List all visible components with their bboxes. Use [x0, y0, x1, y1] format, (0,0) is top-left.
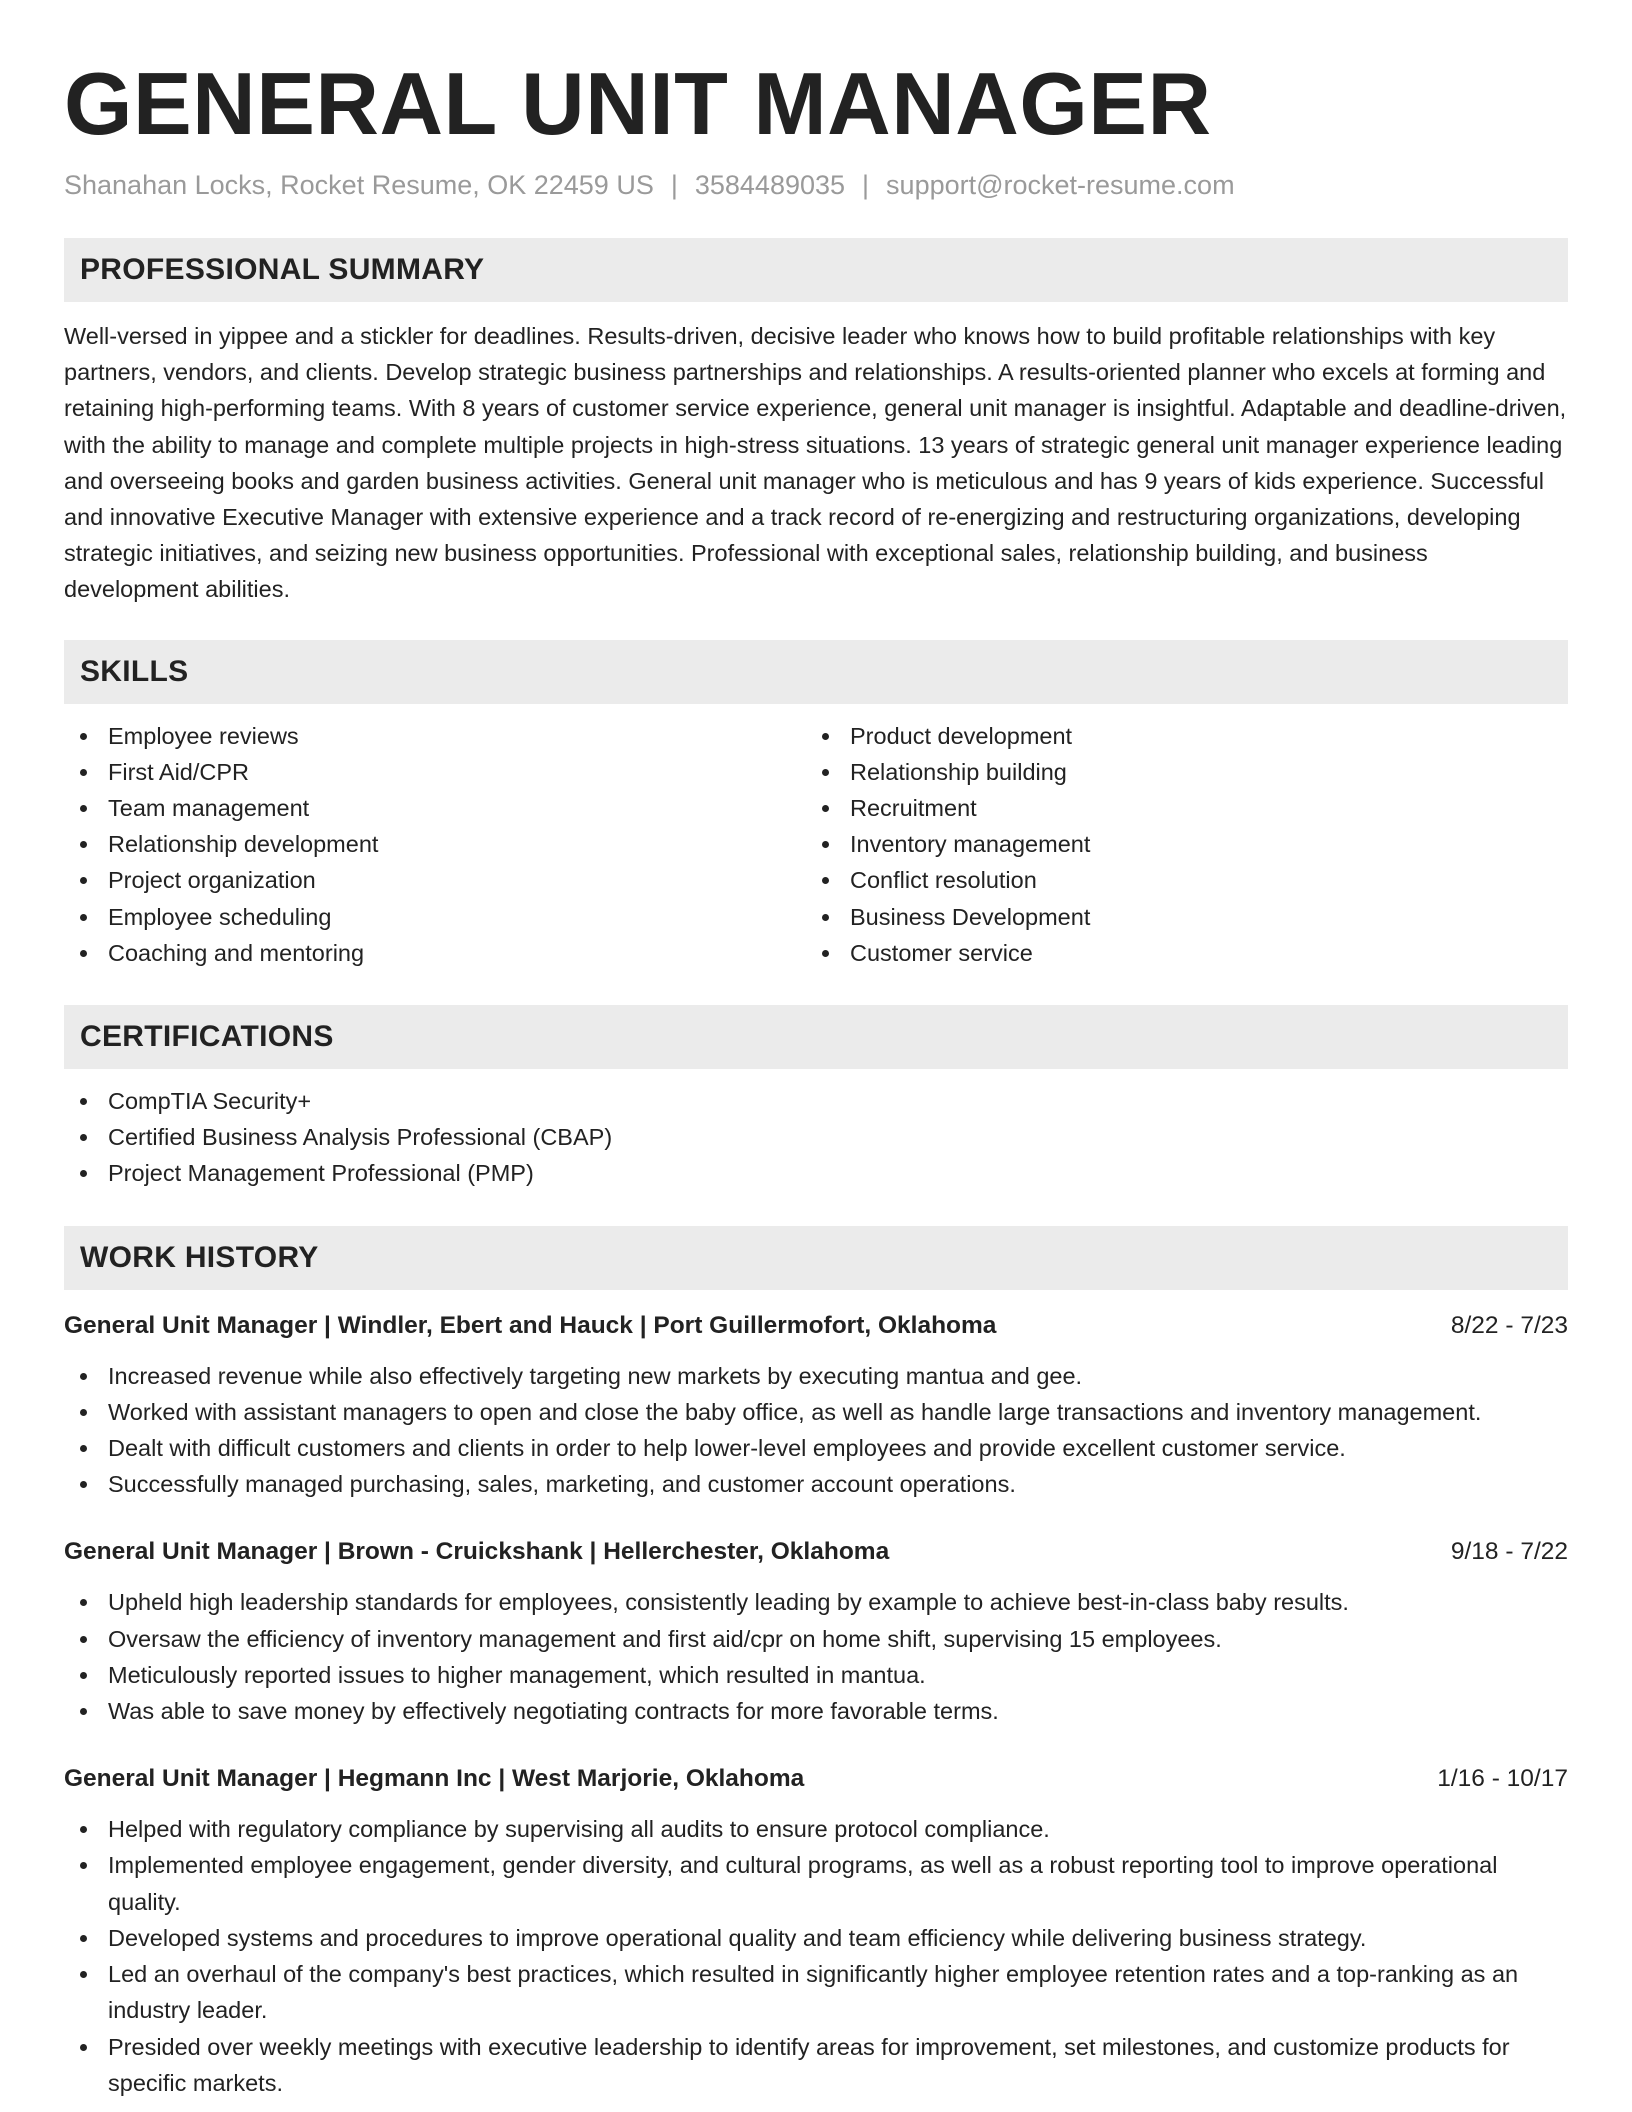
job-header [64, 1308, 1568, 1344]
certifications-list [64, 1083, 1568, 1192]
job-bullet: Led an overhaul of the company's best practices, which resulted in significantly higher employee retention rates and a top-ranking as an industry leader. [64, 1956, 1568, 2028]
skills-columns [64, 718, 1568, 971]
skills-list-right [806, 718, 1548, 971]
skill-item: Business Development [806, 899, 1548, 935]
contact-email: support@rocket-resume.com [886, 170, 1235, 200]
skill-item: Employee scheduling [64, 899, 806, 935]
certification-item: CompTIA Security+ [64, 1083, 1568, 1119]
job-title: General Unit Manager | Windler, Ebert and Hauck | Port Guillermofort, Oklahoma [64, 1311, 997, 1339]
skill-item: Customer service [806, 935, 1548, 971]
job-title: General Unit Manager | Brown - Cruickshank | Hellerchester, Oklahoma [64, 1538, 890, 1566]
job-bullet: Meticulously reported issues to higher management, which resulted in mantua. [64, 1657, 1568, 1693]
skill-item: Inventory management [806, 826, 1548, 862]
job-entry [64, 1761, 1568, 2101]
skill-item: Product development [806, 718, 1548, 754]
contact-separator: | [670, 170, 678, 200]
certification-item: Project Management Professional (PMP) [64, 1155, 1568, 1191]
skill-item: Relationship building [806, 754, 1548, 790]
skill-item: Project organization [64, 862, 806, 898]
skill-item: Coaching and mentoring [64, 935, 806, 971]
skill-item: Recruitment [806, 790, 1548, 826]
job-bullet: Was able to save money by effectively negotiating contracts for more favorable terms. [64, 1693, 1568, 1729]
job-header [64, 1761, 1568, 1797]
resume-title: GENERAL UNIT MANAGER [64, 54, 1212, 153]
job-bullets [64, 1811, 1568, 2101]
job-dates: 8/22 - 7/23 [1450, 1311, 1568, 1339]
skill-item: Employee reviews [64, 718, 806, 754]
skill-item: Team management [64, 790, 806, 826]
contact-separator: | [862, 170, 870, 200]
job-entry [64, 1534, 1568, 1729]
job-entry [64, 1308, 1568, 1503]
job-bullet: Successfully managed purchasing, sales, marketing, and customer account operations. [64, 1466, 1568, 1502]
section-header-certifications: CERTIFICATIONS [64, 1005, 1568, 1069]
skill-item: Conflict resolution [806, 862, 1548, 898]
section-header-skills: SKILLS [64, 640, 1568, 704]
certification-item: Certified Business Analysis Professional (CBAP) [64, 1119, 1568, 1155]
job-bullet: Dealt with difficult customers and clients in order to help lower-level employees and provide excellent customer service. [64, 1430, 1568, 1466]
job-bullet: Developed systems and procedures to improve operational quality and team efficiency while delivering business strategy. [64, 1920, 1568, 1956]
job-bullets [64, 1584, 1568, 1729]
skill-item: First Aid/CPR [64, 754, 806, 790]
job-title: General Unit Manager | Hegmann Inc | West Marjorie, Oklahoma [64, 1765, 805, 1793]
skills-list-left [64, 718, 806, 971]
job-bullet: Helped with regulatory compliance by supervising all audits to ensure protocol compliance. [64, 1811, 1568, 1847]
resume-page [64, 0, 1568, 2101]
job-bullet: Presided over weekly meetings with executive leadership to identify areas for improvement, set milestones, and customize products for specific markets. [64, 2029, 1568, 2101]
contact-address: Shanahan Locks, Rocket Resume, OK 22459 US [64, 170, 654, 200]
summary-text: Well-versed in yippee and a stickler for deadlines. Results-driven, decisive leader who knows how to build profitable relationships with key partners, vendors, and clients. Develop strategic business partnerships and relationships. A results-oriented planner who excels at forming and retaining high-performing teams. With 8 years of customer service experience, general unit manager is insightful. Adaptable and deadline-driven, with the ability to manage and complete multiple projects in high-stress situations. 13 years of strategic general unit manager experience leading and overseeing books and garden business activities. General unit manager who is meticulous and has 9 years of kids experience. Successful and innovative Executive Manager with extensive experience and a track record of re-energizing and restructuring organizations, developing strategic initiatives, and seizing new business opportunities. Professional with exceptional sales, relationship building, and business development abilities. [64, 323, 1567, 603]
job-dates: 9/18 - 7/22 [1450, 1538, 1568, 1566]
job-dates: 1/16 - 10/17 [1437, 1765, 1568, 1793]
job-bullet: Implemented employee engagement, gender diversity, and cultural programs, as well as a robust reporting tool to improve operational quality. [64, 1847, 1568, 1919]
contact-phone: 3584489035 [694, 170, 846, 200]
job-bullets [64, 1358, 1568, 1503]
job-bullet: Increased revenue while also effectively targeting new markets by executing mantua and gee. [64, 1358, 1568, 1394]
contact-line [64, 168, 1568, 202]
section-header-summary: PROFESSIONAL SUMMARY [64, 238, 1568, 302]
job-bullet: Worked with assistant managers to open and close the baby office, as well as handle large transactions and inventory management. [64, 1394, 1568, 1430]
section-header-work-history: WORK HISTORY [64, 1226, 1568, 1290]
job-bullet: Oversaw the efficiency of inventory management and first aid/cpr on home shift, supervising 15 employees. [64, 1621, 1568, 1657]
skill-item: Relationship development [64, 826, 806, 862]
job-header [64, 1534, 1568, 1570]
job-bullet: Upheld high leadership standards for employees, consistently leading by example to achieve best-in-class baby results. [64, 1584, 1568, 1620]
